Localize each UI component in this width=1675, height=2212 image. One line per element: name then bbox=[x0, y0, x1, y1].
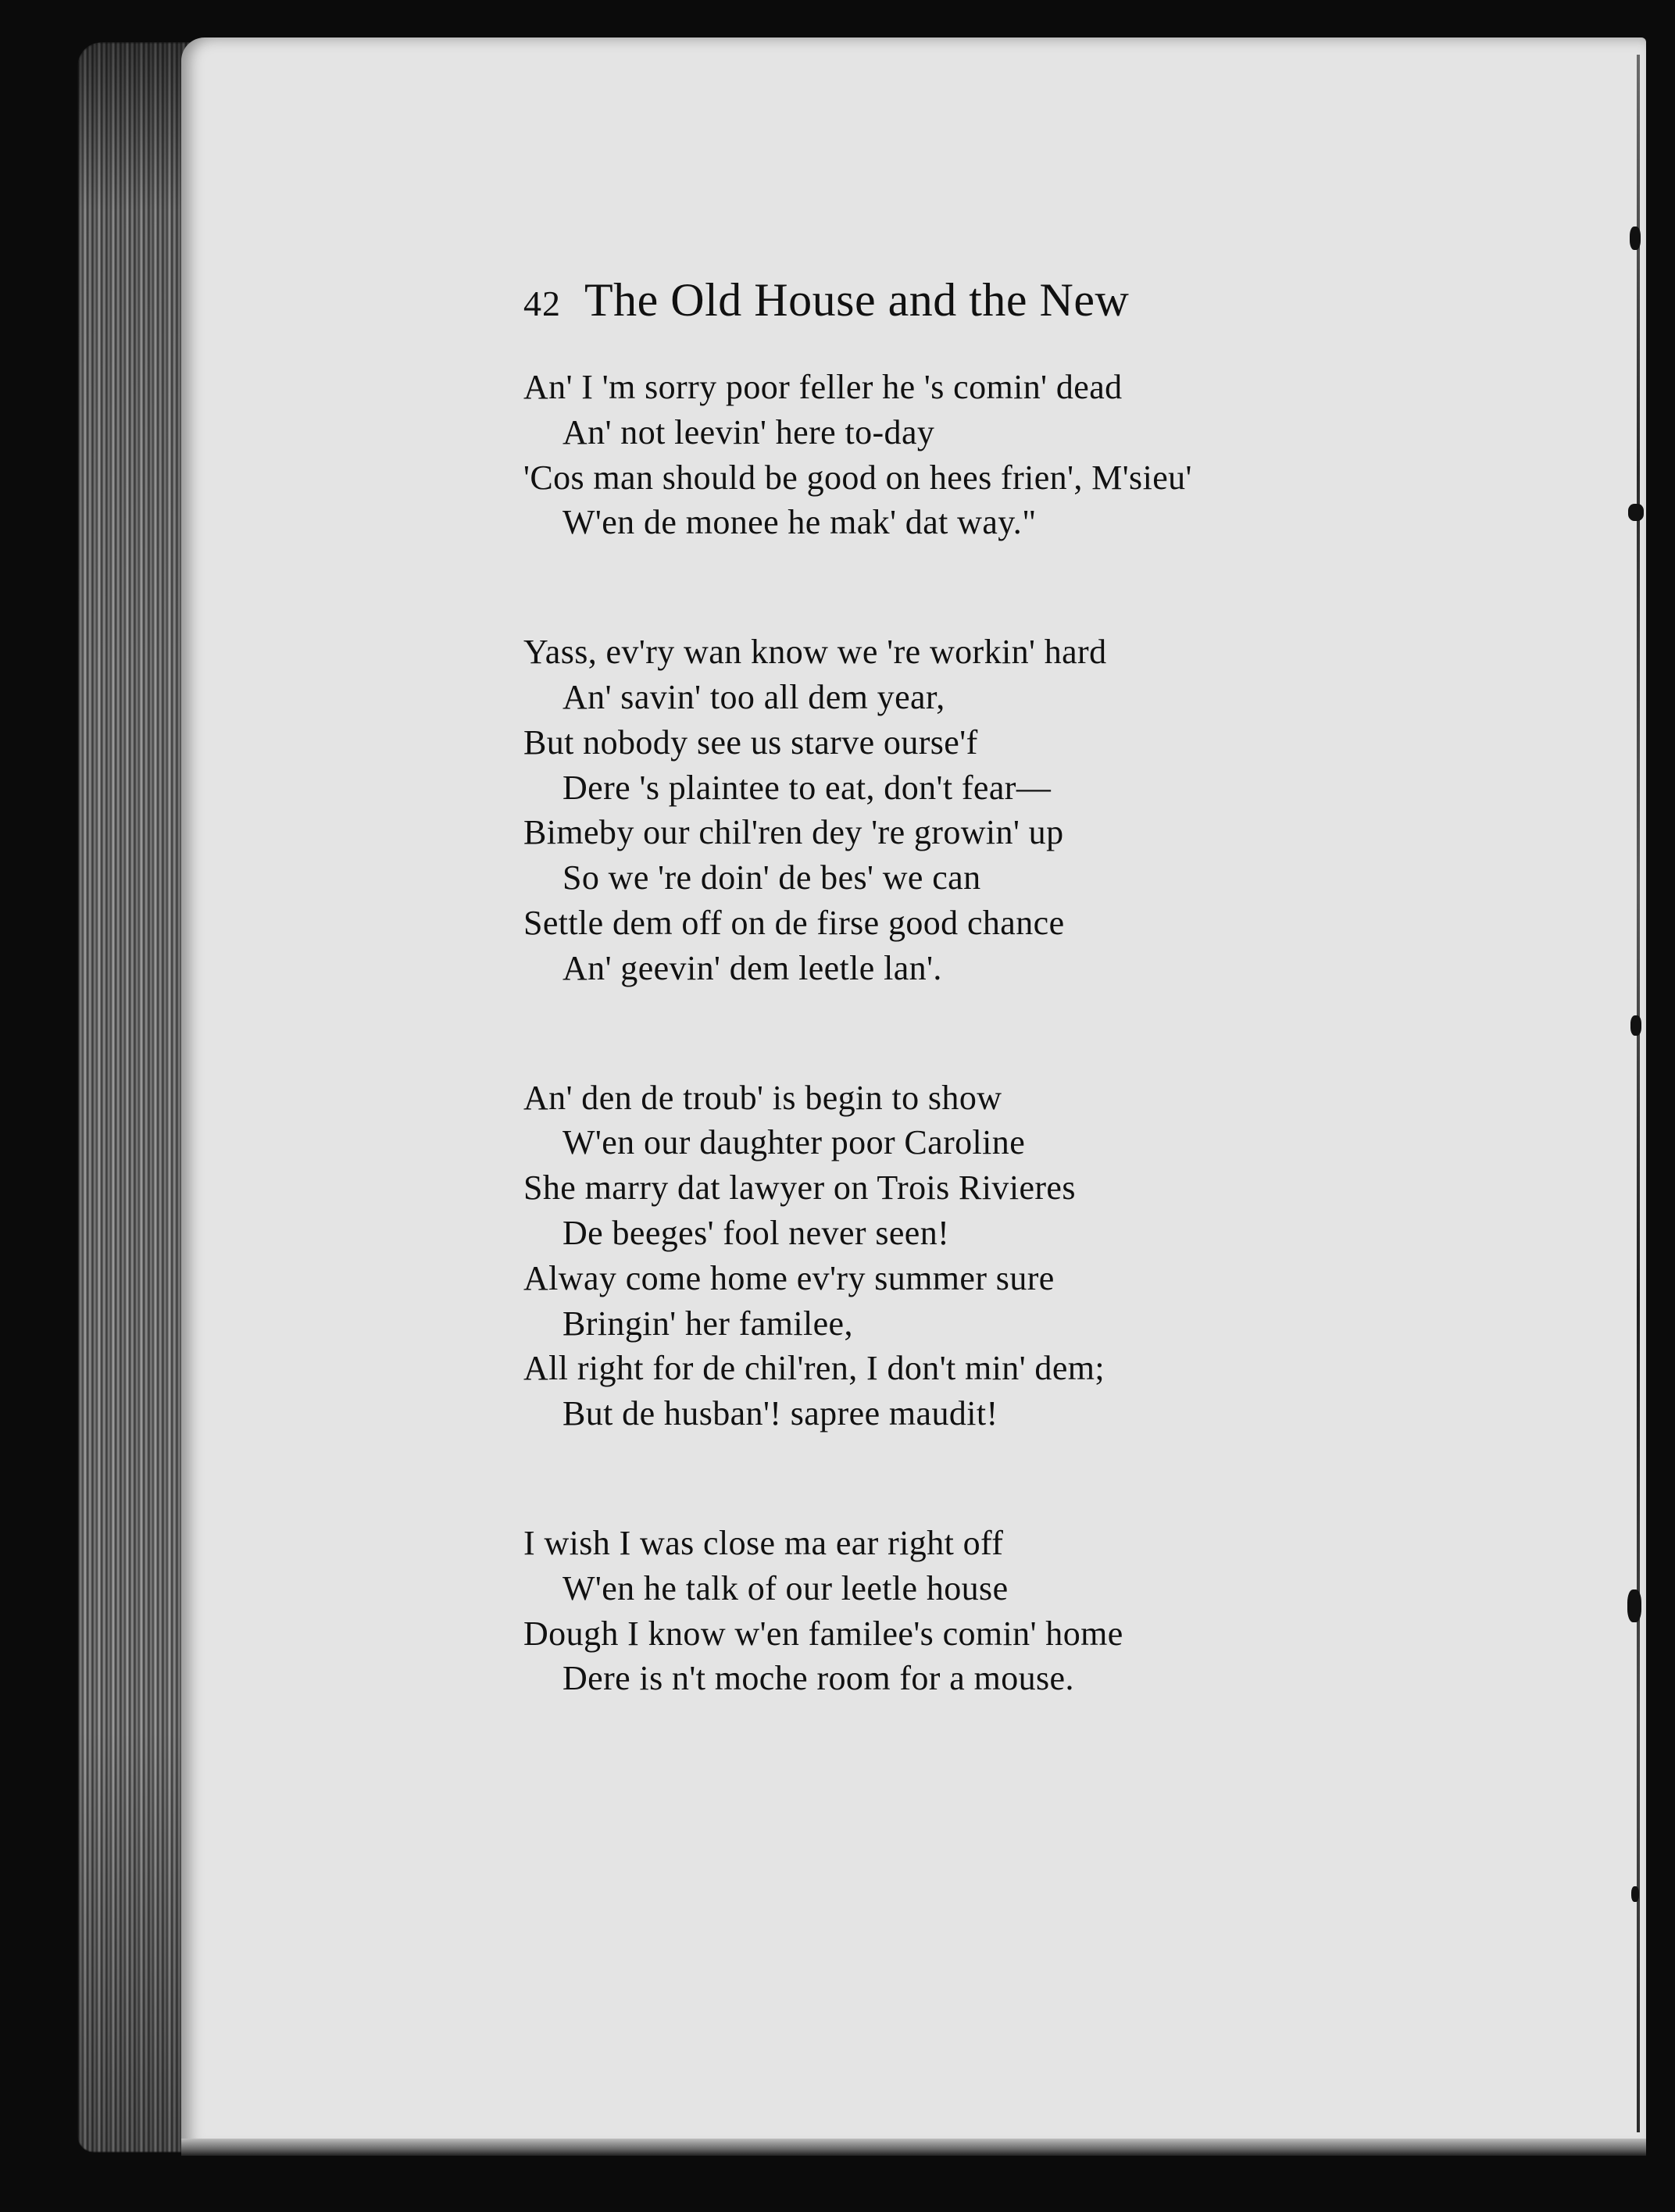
stanza bbox=[523, 630, 1422, 990]
margin-mark bbox=[1630, 227, 1641, 250]
verse-line: Settle dem off on de firse good chance bbox=[523, 903, 1065, 942]
verse-line: Alway come home ev'ry summer sure bbox=[523, 1258, 1055, 1297]
page-content bbox=[523, 273, 1422, 1786]
verse-line: Bimeby our chil'ren dey 're growin' up bbox=[523, 813, 1064, 852]
verse-line: W'en de monee he mak' dat way." bbox=[562, 503, 1037, 542]
verse-line: W'en he talk of our leetle house bbox=[562, 1568, 1009, 1607]
verse-line: Dough I know w'en familee's comin' home bbox=[523, 1614, 1123, 1653]
verse-line: I wish I was close ma ear right off bbox=[523, 1523, 1004, 1562]
verse-line: An' geevin' dem leetle lan'. bbox=[562, 948, 942, 987]
stanza bbox=[523, 1521, 1422, 1701]
verse-line: An' den de troub' is begin to show bbox=[523, 1078, 1002, 1117]
verse-line: W'en our daughter poor Caroline bbox=[562, 1123, 1026, 1162]
margin-mark bbox=[1627, 1589, 1641, 1622]
verse-line: Dere 's plaintee to eat, don't fear— bbox=[562, 768, 1052, 807]
verse-line: De beeges' fool never seen! bbox=[562, 1213, 950, 1252]
right-margin-line bbox=[1637, 55, 1640, 2132]
verse-line: Dere is n't moche room for a mouse. bbox=[562, 1659, 1074, 1698]
verse-line: An' not leevin' here to-day bbox=[562, 412, 935, 451]
verse-line: An' savin' too all dem year, bbox=[562, 677, 945, 716]
verse-line: Yass, ev'ry wan know we 're workin' hard bbox=[523, 633, 1107, 672]
stanza bbox=[523, 365, 1422, 545]
running-title: The Old House and the New bbox=[584, 274, 1130, 326]
running-head bbox=[523, 273, 1422, 327]
page-number: 42 bbox=[523, 284, 561, 323]
margin-mark bbox=[1628, 504, 1644, 521]
verse-line: All right for de chil'ren, I don't min' dem; bbox=[523, 1349, 1105, 1388]
verse-line: So we 're doin' de bes' we can bbox=[562, 858, 981, 897]
margin-mark bbox=[1631, 1886, 1639, 1902]
verse-line: Bringin' her familee, bbox=[562, 1304, 853, 1343]
verse-line: But de husban'! sapree maudit! bbox=[562, 1394, 998, 1433]
verse-line: But nobody see us starve ourse'f bbox=[523, 722, 978, 762]
verse-line: An' I 'm sorry poor feller he 's comin' dead bbox=[523, 368, 1123, 406]
verse-line: 'Cos man should be good on hees frien', M'sieu' bbox=[523, 458, 1192, 497]
stanza bbox=[523, 1076, 1422, 1436]
page-bottom-edge bbox=[181, 2139, 1646, 2156]
book-edge-shadow bbox=[78, 43, 195, 2152]
margin-mark bbox=[1630, 1015, 1641, 1036]
verse-line: She marry dat lawyer on Trois Rivieres bbox=[523, 1168, 1076, 1208]
